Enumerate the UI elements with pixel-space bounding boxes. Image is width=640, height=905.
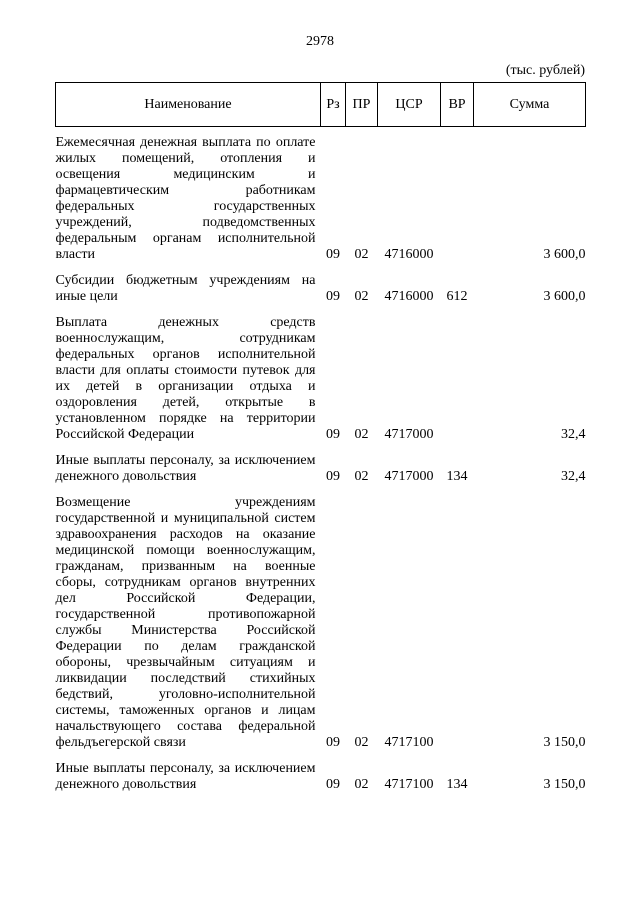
column-header-pr: ПР [346,83,378,127]
row-vr [441,127,474,266]
row-pr: 02 [354,427,369,442]
table-row [56,753,586,795]
row-name: Выплата денежных средств военнослужащим, сотрудникам федеральных органов исполнительной власти для оплаты стоимости путевок для их детей в организации отдыха и оздоровления детей, открытые в установленном порядке на территории Российской Федерации [55,315,316,442]
row-csr: 4717000 [384,469,434,484]
row-csr: 4717100 [384,777,434,792]
row-csr: 4716000 [384,289,434,304]
table-row [56,265,586,307]
row-rz: 09 [326,247,340,262]
column-header-csr: ЦСР [378,83,441,127]
column-header-name: Наименование [56,83,321,127]
row-vr: 612 [446,289,468,304]
page-number: 2978 [306,34,334,49]
column-header-rz: Рз [321,83,346,127]
table-header-row [56,83,586,127]
row-csr: 4716000 [384,247,434,262]
row-name: Субсидии бюджетным учреждениям на иные цели [55,273,316,304]
row-csr: 4717100 [384,735,434,750]
row-csr: 4717000 [384,427,434,442]
row-pr: 02 [354,247,369,262]
row-rz: 09 [326,289,340,304]
row-pr: 02 [354,469,369,484]
row-vr: 134 [446,777,468,792]
row-name: Возмещение учреждениям государственной и муниципальной систем здравоохранения расходов на оказание медицинской помощи военнослужащим, гражданам, призванным на военные сборы, сотрудникам органов внутренних дел Российской Федерации, государственной противопожарной службы Министерства Российской Федерации по делам гражданской обороны, чрезвычайным ситуациям и ликвидации последствий стихийных бедствий, уголовно-исполнительной системы, таможенных органов и лицам начальствующего состава федеральной фельдъегерской связи [55,495,316,750]
table-row [56,487,586,753]
row-sum: 32,4 [561,427,586,442]
row-sum: 3 150,0 [543,777,586,792]
table-row [56,445,586,487]
row-vr [441,487,474,753]
row-sum: 3 150,0 [543,735,586,750]
row-pr: 02 [354,777,369,792]
row-name: Ежемесячная денежная выплата по оплате жилых помещений, отопления и освещения медицинским и фармацевтическим работникам федеральных государственных учреждений, подведомственных федеральным органам исполнительной власти [55,135,316,262]
row-pr: 02 [354,289,369,304]
table-row [56,307,586,445]
row-rz: 09 [326,469,340,484]
row-rz: 09 [326,735,340,750]
row-name: Иные выплаты персоналу, за исключением денежного довольствия [55,761,316,792]
row-pr: 02 [354,735,369,750]
row-rz: 09 [326,427,340,442]
table-row [56,127,586,266]
row-vr [441,307,474,445]
row-sum: 32,4 [561,469,586,484]
row-name: Иные выплаты персоналу, за исключением денежного довольствия [55,453,316,484]
row-sum: 3 600,0 [543,247,586,262]
row-sum: 3 600,0 [543,289,586,304]
units-label: (тыс. рублей) [505,63,585,78]
column-header-sum: Сумма [474,83,586,127]
budget-table [55,82,586,795]
column-header-vr: ВР [441,83,474,127]
row-vr: 134 [446,469,468,484]
row-rz: 09 [326,777,340,792]
